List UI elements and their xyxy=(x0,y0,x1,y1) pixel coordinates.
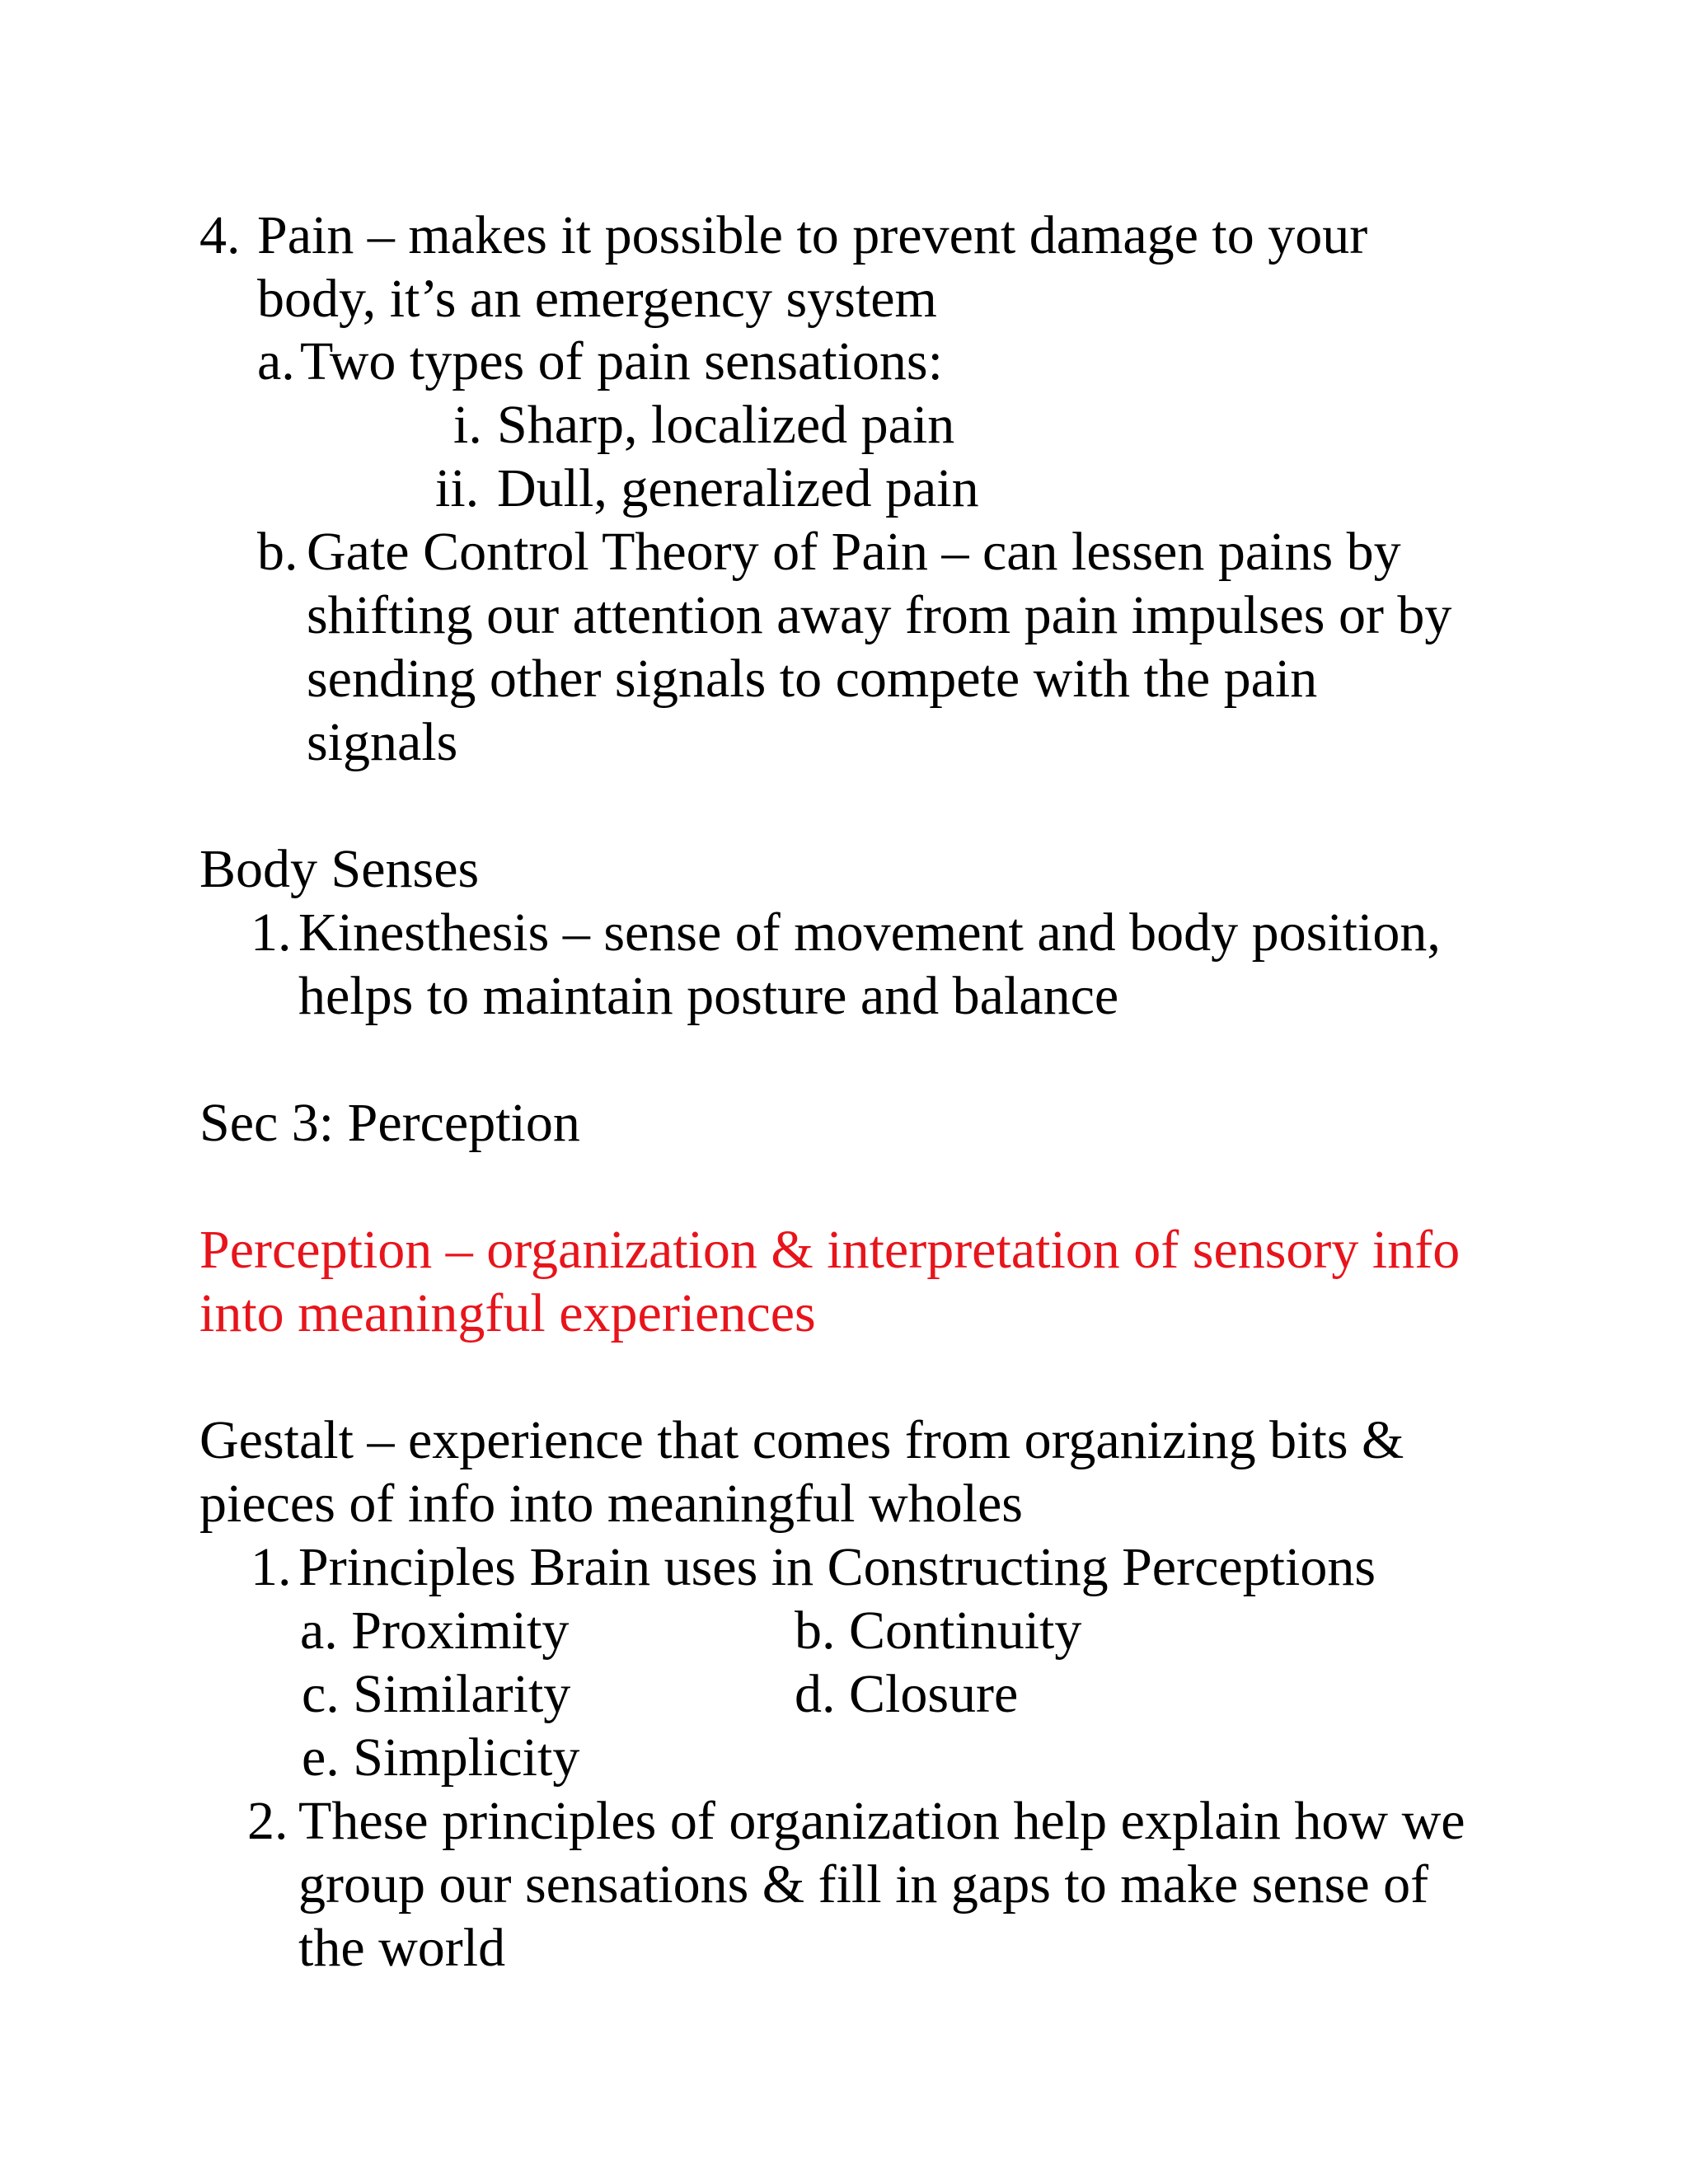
pain-b-line-3: sending other signals to compete with the pain xyxy=(307,649,1318,709)
organization-line-3: the world xyxy=(298,1918,506,1978)
pain-line-1: Pain – makes it possible to prevent damage to your xyxy=(257,205,1368,265)
pain-a-ii-text: Dull, generalized pain xyxy=(497,458,979,518)
principles-text: Principles Brain uses in Constructing Perceptions xyxy=(298,1537,1376,1597)
principle-closure: d. Closure xyxy=(795,1664,1019,1724)
pain-a-i-text: Sharp, localized pain xyxy=(497,395,955,455)
pain-line-2: body, it’s an emergency system xyxy=(257,269,937,329)
pain-b-line-2: shifting our attention away from pain impulses or by xyxy=(307,585,1452,645)
perception-definition-line-2: into meaningful experiences xyxy=(199,1283,816,1343)
kinesthesis-line-2: helps to maintain posture and balance xyxy=(298,966,1119,1026)
pain-marker: 4. xyxy=(199,205,241,265)
pain-b-marker: b. xyxy=(257,522,298,582)
kinesthesis-marker: 1. xyxy=(251,902,292,963)
principle-proximity: a. Proximity xyxy=(300,1601,570,1661)
organization-line-1: These principles of organization help explain how we xyxy=(298,1791,1465,1851)
perception-definition-line-1: Perception – organization & interpretation of sensory info xyxy=(199,1220,1461,1280)
body-senses-heading: Body Senses xyxy=(199,839,480,899)
principle-similarity: c. Similarity xyxy=(302,1664,571,1724)
principle-simplicity: e. Simplicity xyxy=(302,1727,580,1788)
pain-a-ii-marker: ii. xyxy=(435,458,480,518)
organization-marker: 2. xyxy=(247,1791,288,1851)
gestalt-line-2: pieces of info into meaningful wholes xyxy=(199,1474,1023,1534)
pain-b-line-1: Gate Control Theory of Pain – can lessen pains by xyxy=(307,522,1401,582)
pain-a-text: Two types of pain sensations: xyxy=(300,331,943,391)
pain-a-marker: a. xyxy=(257,331,295,391)
principle-continuity: b. Continuity xyxy=(795,1601,1082,1661)
organization-line-2: group our sensations & fill in gaps to make sense of xyxy=(298,1854,1429,1915)
kinesthesis-line-1: Kinesthesis – sense of movement and body position, xyxy=(298,902,1441,963)
section-heading: Sec 3: Perception xyxy=(199,1093,580,1153)
pain-b-line-4: signals xyxy=(307,712,458,772)
principles-marker: 1. xyxy=(251,1537,292,1597)
gestalt-line-1: Gestalt – experience that comes from organizing bits & xyxy=(199,1410,1404,1470)
pain-a-i-marker: i. xyxy=(453,395,482,455)
